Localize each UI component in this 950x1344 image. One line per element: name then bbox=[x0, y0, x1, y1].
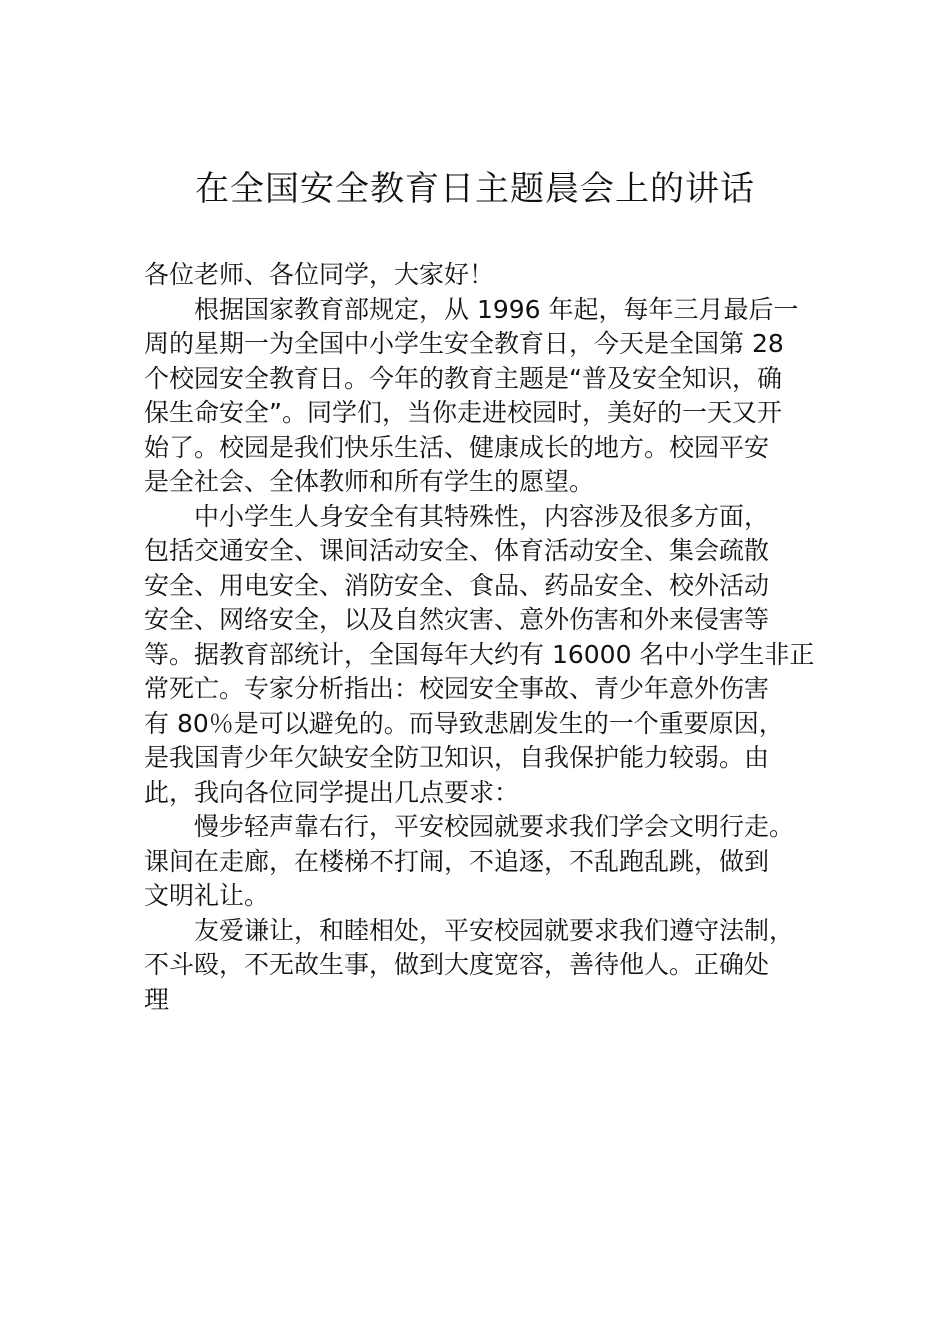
body-line: 常死亡。专家分析指出：校园安全事故、青少年意外伤害 bbox=[144, 674, 770, 703]
body-line: 此，我向各位同学提出几点要求： bbox=[144, 777, 520, 807]
body-line: 是全社会、全体教师和所有学生的愿望。 bbox=[144, 467, 595, 496]
body-line: 中小学生人身安全有其特殊性，内容涉及很多方面， bbox=[194, 501, 770, 531]
body-line: 包括交通安全、课间活动安全、体育活动安全、集会疏散 bbox=[144, 536, 770, 565]
body-line: 慢步轻声靠右行，平安校园就要求我们学会文明行走。 bbox=[194, 812, 795, 841]
body-line: 理 bbox=[144, 984, 170, 1014]
body-line: 文明礼让。 bbox=[144, 881, 270, 910]
document-body bbox=[144, 258, 824, 1017]
body-line: 是我国青少年欠缺安全防卫知识，自我保护能力较弱。由 bbox=[144, 743, 770, 772]
body-line: 个校园安全教育日。今年的教育主题是“普及安全知识，确 bbox=[144, 363, 782, 393]
body-line: 友爱谦让，和睦相处，平安校园就要求我们遵守法制， bbox=[194, 915, 795, 945]
body-line: 始了。校园是我们快乐生活、健康成长的地方。校园平安 bbox=[144, 432, 770, 462]
body-line: 有 80％是可以避免的。而导致悲剧发生的一个重要原因， bbox=[144, 708, 784, 738]
document-title: 在全国安全教育日主题晨会上的讲话 bbox=[195, 169, 755, 209]
body-line: 根据国家教育部规定，从 1996 年起，每年三月最后一 bbox=[194, 294, 799, 324]
body-line: 安全、网络安全，以及自然灾害、意外伤害和外来侵害等 bbox=[144, 605, 770, 634]
body-line: 周的星期一为全国中小学生安全教育日，今天是全国第 28 bbox=[144, 329, 784, 358]
body-line: 安全、用电安全、消防安全、食品、药品安全、校外活动 bbox=[144, 570, 770, 600]
body-line: 不斗殴，不无故生事，做到大度宽容，善待他人。正确处 bbox=[144, 950, 770, 979]
body-line: 等。据教育部统计，全国每年大约有 16000 名中小学生非正 bbox=[144, 639, 815, 669]
body-line: 各位老师、各位同学，大家好！ bbox=[144, 260, 495, 289]
body-line: 课间在走廊，在楼梯不打闹，不追逐，不乱跑乱跳，做到 bbox=[144, 846, 770, 876]
body-line: 保生命安全”。同学们，当你走进校园时，美好的一天又开 bbox=[144, 398, 782, 427]
